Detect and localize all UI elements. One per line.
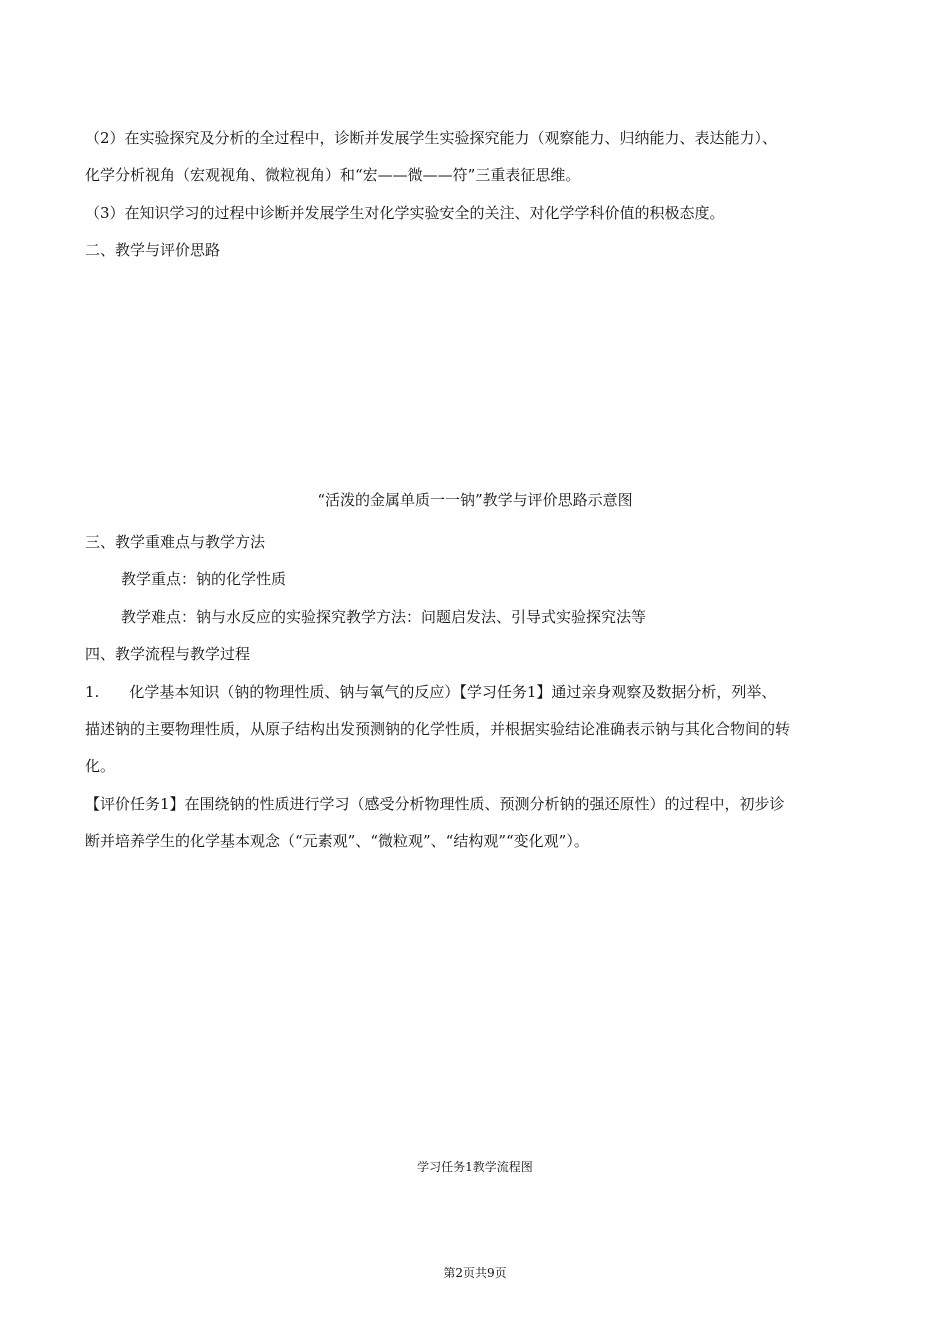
figure-2-caption: 学习任务1教学流程图 [417,1160,533,1174]
page-number: 第2页共9页 [443,1266,507,1280]
difficult-point: 教学难点：钠与水反应的实验探究教学方法：问题启发法、引导式实验探究法等 [121,608,647,626]
paragraph-3: （3）在知识学习的过程中诊断并发展学生对化学实验安全的关注、对化学学科价值的积极态度。 [85,204,725,222]
section-2-heading: 二、教学与评价思路 [85,241,221,259]
section-4-heading: 四、教学流程与教学过程 [85,645,251,663]
item-1-text: 化学基本知识（钠的物理性质、钠与氧气的反应）【学习任务1】通过亲身观察及数据分析，列举、 [129,683,777,701]
eval-task-line-1: 【评价任务1】在围绕钠的性质进行学习（感受分析物理性质、预测分析钠的强还原性）的过程中，初步诊 [85,795,785,813]
item-1-line-1 [85,682,776,702]
paragraph-2-line-1: （2）在实验探究及分析的全过程中，诊断并发展学生实验探究能力（观察能力、归纳能力、表达能力）、 [85,129,778,147]
item-1-number: 1. [85,683,100,701]
item-1-line-3: 化。 [85,757,116,775]
item-1-line-2: 描述钠的主要物理性质，从原子结构出发预测钠的化学性质，并根据实验结论准确表示钠与其化合物间的转 [85,720,791,738]
figure-1-caption: “活泼的金属单质一一钠”教学与评价思路示意图 [317,491,633,509]
key-point: 教学重点：钠的化学性质 [121,570,287,588]
eval-task-line-2: 断并培养学生的化学基本观念（“元素观”、“微粒观”、“结构观”“变化观”）。 [85,832,589,850]
section-3-heading: 三、教学重难点与教学方法 [85,533,266,551]
paragraph-2-line-2: 化学分析视角（宏观视角、微粒视角）和“宏——微——符”三重表征思维。 [85,166,581,184]
